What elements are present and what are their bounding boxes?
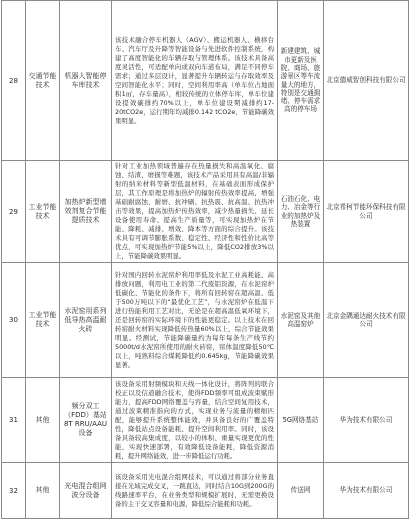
organization-cell: 北京金隅通达耐火技术有限公司 (324, 263, 409, 378)
technology-catalog-table (1, 0, 409, 519)
table-row (2, 378, 409, 463)
technology-name-cell: 光电混合组网波分设备 (60, 463, 112, 519)
table-row (2, 1, 409, 161)
organization-cell: 华为技术有限公司 (324, 378, 409, 463)
application-scope-cell: 5G网络基站 (278, 378, 324, 463)
industry-cell: 工业节能技术 (26, 263, 60, 378)
industry-cell: 其他 (26, 463, 60, 519)
organization-cell: 北京希柯节能环保科技有限公司 (324, 161, 409, 263)
technology-description-cell: 针对国内回转水泥窑炉利用率低及水泥工业高耗能、高排放问题，利用电工业的第二代废铝资源，在水泥窑炉低碳化、节能化的条件下，将所有回转窑在超高温、低于500万吨以下的“最优化工艺”，与水泥窑炉在低温下进行热能利用工艺对比，无论是在超高温低氧环境下，还是回转窑的实际环境下的性能更稳定。以上技术在回转窑耐火材料实现降低传热量60%以上，综合节能效果明显。经测试，节能降碳量约为每年每条生产线节约5000t/d水泥窑所使用的耐火砖窑，窑体温度降低50℃以上，吨熟料综合煤耗降低约0.645kg，节能降碳效果显著。 (112, 263, 278, 378)
technology-description-cell: 针对工业加热领域普遍存在热量损失和高温氧化、腐蚀、结渣、磨损等难题，该技术产品采用具有高温/非辐射的纳米材料等新型低温材料，在基础表面形成保护层，其工作原理是将加热炉的辐射传热效率提高，增强基础耐腐蚀、耐磨、抗冲刷、抗热震、抗高温、抗热冲击等效果，提高加热炉传热效率，减少热量损失、延长设备使用寿命、提高生产质量等，可实现加热炉在节能、降耗、减排、增效、降本等方面的综合提升。该技术具有可调节膨胀系数、稳定性、经济性和性价比高等优点，可实现加热炉节能5%以上，降低CO2排放3%以上，节能降碳效果明显。 (112, 161, 278, 263)
row-number: 32 (2, 463, 26, 519)
technology-description-cell: 该设备采用射频模块和天线一体化设计，将阵列的联合校正以及信道融合技术，使得FDD频率可组成波束赋形能力，提高FDD网络覆盖与容量，结合空间复用技术，通过波束精准指向的方式，实现业务与流量的精细匹配，能够提升系统整体能效，并具备良好的广覆盖特性，降低站点设备能耗、提升空间利用率。同时，该设备具备较高集成度，以较小的体积、重量实现更优的性能，实现快速部署，有效降低设备能耗，降低资源消耗，提升网络能效，进一步降低运行功耗。 (112, 378, 278, 463)
technology-name-cell: 机器人智能停车库技术 (60, 1, 112, 161)
application-scope-cell: 新建建筑、城市更新及医院、商场、旅游景区等车流量大的地方，特别是交通拥堵、停车需求高的停车场 (278, 1, 324, 161)
technology-name-cell: 水泥窑用系列低导热高温耐火砖 (60, 263, 112, 378)
table-row (2, 161, 409, 263)
technology-description-cell: 该设备采用光电混合组网技术，可以通过将部分业务直接在光域完成交叉，一跳直达，同时结合10G到200G的线路速率平台，在业务类型和规模扩展时，无需更换设备的主干交叉容量和电源，降低综合能耗和功耗。 (112, 463, 278, 519)
application-scope-cell: 水泥窑及其他高温窑炉 (278, 263, 324, 378)
row-number: 30 (2, 263, 26, 378)
table-row (2, 463, 409, 519)
application-scope-cell: 石油石化、电力、冶金等行业的加热炉及热装置 (278, 161, 324, 263)
technology-name-cell: 频分双工（FDD）基站8T RRU/AAU设备 (60, 378, 112, 463)
row-number: 29 (2, 161, 26, 263)
industry-cell: 交通节能技术 (26, 1, 60, 161)
industry-cell: 工业节能技术 (26, 161, 60, 263)
industry-cell: 其他 (26, 378, 60, 463)
table-row (2, 263, 409, 378)
organization-cell: 华为技术有限公司 (324, 463, 409, 519)
application-scope-cell: 传送网 (278, 463, 324, 519)
organization-cell: 北京德威智创科技有限公司 (324, 1, 409, 161)
technology-description-cell: 该技术融合停车机器人（AGV）、搬运机器人、横移台车、汽车厅及升降等智能设备与先进软件控制系统，构建了高度智能化的车辆存取与管理体系。该技术具备高度灵活性，可适配单向或双向车道布局，满足不同停车需求；通过多层设计，显著提升车辆转运与存取效率及空间智能化水平；同时，空间利用率高（单车位占地面积1㎡，存车量高），相较传统的立体停车库，单车位建设提效碳排约70%以上，单车位建设期减排约17-20tCO2e，运行期年均减排0.142 tCO2e，节能降碳效果明显。 (112, 1, 278, 161)
technology-name-cell: 加热炉新型增效剂复合节能提质技术 (60, 161, 112, 263)
row-number: 28 (2, 1, 26, 161)
row-number: 31 (2, 378, 26, 463)
